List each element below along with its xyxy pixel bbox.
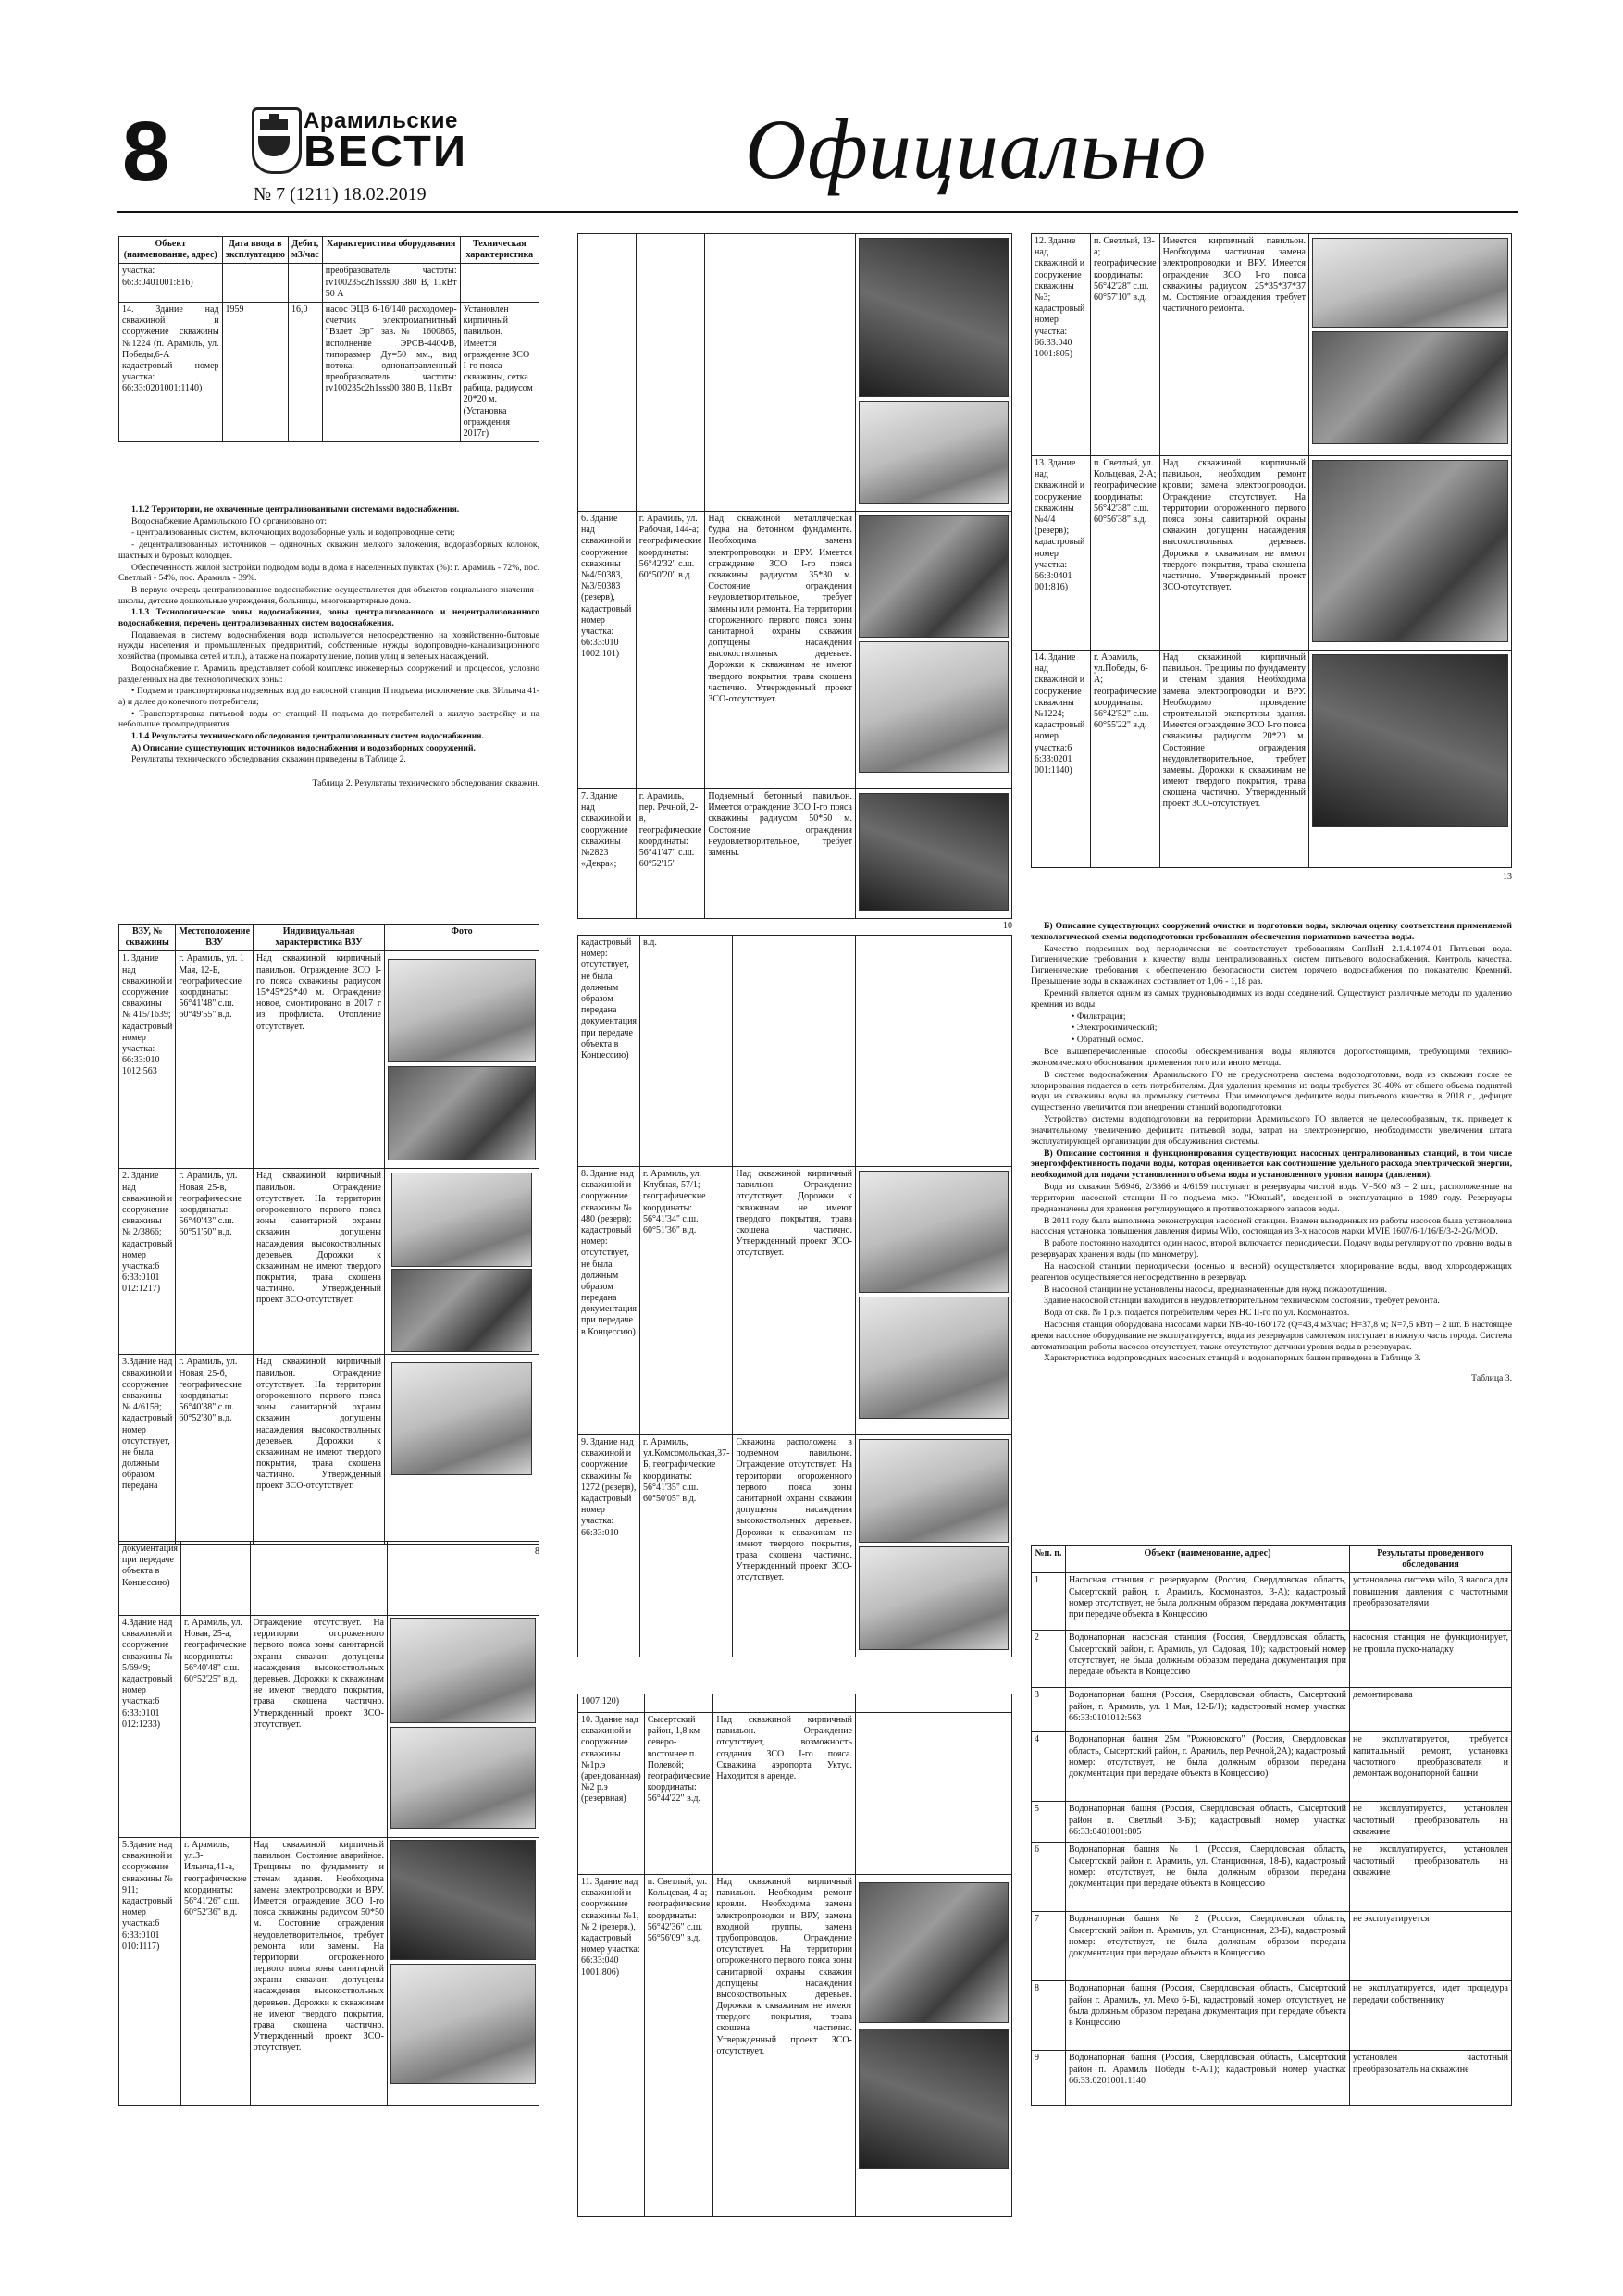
table-row	[1032, 1631, 1512, 1688]
t4-cell: 6. Здание над скважиной и сооружение скважины №4/50383, №3/50383 (резерв), кадастровый номер участка: 66:33:010 1002:101)	[578, 512, 637, 789]
t8-cell: 3	[1032, 1688, 1066, 1732]
t1-cell: 1959	[222, 302, 288, 441]
text1-para: • Подъем и транспортировка подземных вод до насосной станции II подъема (исключение скв. 3Ильича 41-а) и далее до конечного потребителя;	[118, 686, 539, 707]
t2-cell: 2. Здание над скважиной и сооружение скважины № 2/3866; кадастровый номер участка:6 6:33:0101 012:1217)	[119, 1169, 176, 1355]
t7-cell: Имеется кирпичный павильон. Необходима частичная замена электропроводки и ВРУ. Имеется ограждение ЗСО I-го пояса скважины радиусом 25*35*37*37 м. Состояние ограждения требует частичного ремонта.	[1159, 234, 1308, 456]
t6-cell: Над скважиной кирпичный павильон. Необходим ремонт кровли. Необходима замена электропроводки и ВРУ, замена входной группы, замена трубопроводов. Ограждение отсутствует. На территории огороженного первого пояса зоны санитарной охраны скважин допущены насаждения высокоствольных деревьев. Дорожки к скважинам не имеют твердого покрытия, трава скошена частично. Утвержденный проект ЗСО-отсутствует.	[713, 1875, 856, 2217]
table1	[118, 236, 539, 442]
table-row	[1032, 1802, 1512, 1843]
t1-cell: Установлен кирпичный павильон. Имеется ограждение ЗСО I-го пояса скважины, сетка рабица, радиусом 20*20 м. (Установка ограждения 2017г)	[460, 302, 539, 441]
t1-cell: насос ЭЦВ 6-16/140 расходомер-счетчик электромагнитный "Взлет Эр" зав.№ 1600865, исполнение ЭРСВ-440ФВ, типоразмер Ду=50 мм., вид потока: однонаправленный преобразователь частоты: rv100235c2h1sss00 380 В, 11кВт	[322, 302, 460, 441]
t5-cell: г. Арамиль, ул.Комсомольская,37-Б, географические координаты: 56°41'35" с.ш. 60°50'05" в.д.	[640, 1435, 733, 1657]
t8-cell: Водонапорная башня (Россия, Свердловская область, Сысертский район, г. Арамиль, ул. 1 Мая, 12-Б/1); кадастровый номер участка: 66:33:0101012:563	[1066, 1688, 1350, 1732]
table2	[118, 924, 539, 1545]
t8-head-2: Результаты проведенного обследования	[1350, 1546, 1512, 1573]
text1-block	[118, 504, 539, 790]
t7-cell: 14. Здание над скважиной и сооружение скважины №1224; кадастровый номер участка:6 6:33:0201 001:1140)	[1032, 651, 1091, 868]
text1-para: Обеспеченность жилой застройки подводом воды в дома в населенных пунктах (%): г. Арамиль - 72%, пос. Светлый - 54%, пос. Арамиль - 39%.	[118, 562, 539, 584]
table2-block	[118, 924, 539, 1558]
t1-head-4: Техническая характеристика	[460, 237, 539, 264]
table3-caption: Таблица 3.	[1471, 1373, 1512, 1384]
t6-cell: 11. Здание над скважиной и сооружение скважины №1, № 2 (резерв.), кадастровый номер участка: 66:33:040 1001:806)	[578, 1875, 645, 2217]
text2-para: В) Описание состояния и функционирования существующих насосных централизованных станций, в том числе энергоэффективность подачи воды, которая оценивается как соотношение удельного расхода электрической энергии, необходимой для подачи установленного объема воды и установленного уровня напора (давления).	[1031, 1148, 1512, 1181]
table-row	[578, 789, 1012, 919]
t2-cell: г. Арамиль, ул. Новая, 25-в, географические координаты: 56°40'43" с.ш. 60°51'50" в.д.	[176, 1169, 254, 1355]
table-row	[578, 234, 1012, 512]
t8-cell: не эксплуатируется, установлен частотный преобразователь на скважине	[1350, 1802, 1512, 1843]
well-photo	[859, 238, 1009, 397]
text1-para: Водоснабжение г. Арамиль представляет собой комплекс инженерных сооружений и процессов, условно разделенных на две технологических зоны:	[118, 663, 539, 685]
t1-cell: 16,0	[289, 302, 323, 441]
text2-para: Качество подземных вод периодически не соответствует требованиям СанПиН 2.1.4.1074-01 Питьевая вода. Гигиенические требования к качеству воды централизованных систем питьевого водоснабжения. Контроль качества. Гигиенические требования к обеспечению безопасности систем горячего водоснабжения по показателю Кремний. Превышение воды в скважинах составляет от 1,06 - 1,18 раз.	[1031, 943, 1512, 987]
well-photo	[859, 401, 1009, 504]
t1-cell	[289, 264, 323, 303]
table8	[1031, 1545, 1512, 2106]
table-row	[1032, 1573, 1512, 1631]
text2-para: В системе водоснабжения Арамильского ГО не предусмотрена система водоподготовки, вода из скважин после ее хлорирования подается в сеть потребителям. Для удаления кремния из воды требуется 30-40% от общего объема поднятой воды из скважины воды на промывку системы. При имеющемся дефиците воды питьевого качества в 2018 г., дефицит существенно увеличится при внедрении станций водоподготовки.	[1031, 1069, 1512, 1113]
t3-cell: документация при передаче объекта в Концессию)	[119, 1542, 181, 1616]
table-row	[1032, 651, 1512, 868]
page-label: 13	[1503, 872, 1512, 882]
t8-cell: 6	[1032, 1843, 1066, 1912]
t8-head-1: Объект (наименование, адрес)	[1066, 1546, 1350, 1573]
coat-of-arms-icon	[252, 107, 302, 174]
t1-head-1: Дата ввода в эксплуатацию	[222, 237, 288, 264]
text1-para: - централизованных систем, включающих водозаборные узлы и водопроводные сети;	[131, 527, 455, 539]
text2-para: Характеристика водопроводных насосных станций и водонапорных башен приведена в Таблице 3.	[1044, 1353, 1421, 1364]
well-photo	[1312, 331, 1508, 444]
t3-cell: Над скважиной кирпичный павильон. Состояние аварийное. Трещины по фундаменту и стенам здания. Необходима замена электропроводки и ВРУ. Имеется ограждение ЗСО I-го пояса скважины радиусом 50*50 м. Состояние ограждения неудовлетворительное, требует ремонта или замены. На территории огороженного первого пояса зоны санитарной охраны скважин допущены насаждения высокоствольных деревьев. Дорожки к скважинам не имеют твердого покрытия, трава скошена частично. Утвержденный проект ЗСО-отсутствует.	[250, 1838, 387, 2106]
table7	[1031, 233, 1512, 868]
table4	[577, 233, 1012, 919]
text1-para: Водоснабжение Арамильского ГО организовано от:	[131, 515, 328, 527]
well-photo	[859, 1439, 1009, 1543]
t8-cell: 5	[1032, 1802, 1066, 1843]
table6	[577, 1694, 1012, 2217]
t8-cell: установлена система wilo, 3 насоса для повышения давления с частотными преобразователями	[1350, 1573, 1512, 1631]
t8-cell: демонтирована	[1350, 1688, 1512, 1732]
text2-para: Вода из скважин 5/6946, 2/3866 и 4/6159 поступает в резервуары чистой воды V=500 м3 – 2 шт., расположенные на территории насосной станции II-го подъема мкр. "Южный", введенной в эксплуатацию в 1989 году. Резервуары предназначены для хранения регулирующего и противопожарного запасов воды.	[1031, 1182, 1512, 1214]
t7-cell: 13. Здание над скважиной и сооружение скважины №4/4 (резерв); кадастровый номер участка: 66:3:0401 001:816)	[1032, 456, 1091, 651]
well-photo	[390, 1840, 536, 1960]
table2-caption: Таблица 2. Результаты технического обследования скважин.	[312, 778, 539, 789]
t7-cell: 12. Здание над скважиной и сооружение скважины №3; кадастровый номер участка: 66:33:040 1001:805)	[1032, 234, 1091, 456]
t3-cell: 4.Здание над скважиной и сооружение скважины № 5/6949; кадастровый номер участка:6 6:33:0101 012:1233)	[119, 1616, 181, 1838]
text2-para: • Электрохимический;	[1072, 1023, 1158, 1034]
table-row	[578, 512, 1012, 789]
well-photo	[859, 1297, 1009, 1419]
t8-head-0: №п. п.	[1032, 1546, 1066, 1573]
page-label: 8	[535, 1546, 539, 1558]
t4-cell	[705, 234, 856, 512]
text1-para: Подаваемая в систему водоснабжения вода используется непосредственно на хозяйственно-бытовые нужды населения и промышленных предприятий, собственные нужды водопроводно-канализационного хозяйства (промывка сетей и т.п.), а также на пожаротушение, полив улиц и зеленых насаждений.	[118, 629, 539, 663]
well-photo	[859, 641, 1009, 773]
t5-cell: кадастровый номер: отсутствует, не была должным образом передана документация при передаче объекта в Концессию)	[578, 936, 640, 1167]
table-row	[1032, 456, 1512, 651]
t3-photo-cell	[388, 1838, 539, 2106]
table-row	[578, 1167, 1012, 1435]
text2-para: Все вышеперечисленные способы обескремнивания воды являются дорогостоящими, требующими технико-экономического обоснования применения того или иного метода.	[1031, 1047, 1512, 1068]
t5-cell: Над скважиной кирпичный павильон. Ограждение отсутствует. Дорожки к скважинам не имеют твердого покрытия, трава скошена частично. Утвержденный проект ЗСО-отсутствует.	[733, 1167, 856, 1435]
table-row	[119, 264, 539, 303]
t1-cell: 14. Здание над скважиной и сооружение скважины №1224 (п. Арамиль, ул. Победы,6-А кадастровый номер участка: 66:33:0201001:1140)	[119, 302, 223, 441]
t4-cell: 7. Здание над скважиной и сооружение скважины №2823 «Декра»;	[578, 789, 637, 919]
brand-main: ВЕСТИ	[304, 127, 468, 175]
t4-cell: г. Арамиль, пер. Речной, 2-в, географические координаты: 56°41'47" с.ш. 60°52'15"	[636, 789, 705, 919]
t8-cell: 9	[1032, 2051, 1066, 2106]
table-row	[1032, 1732, 1512, 1802]
text2-para: • Фильтрация;	[1072, 1011, 1126, 1022]
t7-cell: г. Арамиль, ул.Победы, 6-А; географические координаты: 56°42'52" с.ш. 60°55'22" в.д.	[1091, 651, 1160, 868]
t8-cell: не эксплуатируется, идет процедура передачи собственнику	[1350, 1981, 1512, 2051]
well-photo	[1312, 238, 1508, 328]
t7-photo-cell	[1309, 234, 1512, 456]
t3-cell: г. Арамиль, ул.З-Ильича,41-а, географические координаты: 56°41'26" с.ш. 60°52'36" в.д.	[181, 1838, 251, 2106]
table-row	[578, 1713, 1012, 1875]
well-photo	[859, 1546, 1009, 1650]
text1-para: В первую очередь централизованное водоснабжение осуществляется для объектов социального значения - школы, детские дошкольные учреждения, больницы, многоквартирные дома.	[118, 584, 539, 606]
t4-cell	[636, 234, 705, 512]
t2-cell: 3.Здание над скважиной и сооружение скважины № 4/6159; кадастровый номер отсутствует, не была должным образом передана	[119, 1355, 176, 1545]
well-photo	[1312, 460, 1508, 642]
t4-cell	[578, 234, 637, 512]
t2-cell: г. Арамиль, ул. 1 Мая, 12-Б, географические координаты: 56°41'48" с.ш. 60°49'55" в.д.	[176, 951, 254, 1169]
t2-cell: Над скважиной кирпичный павильон. Ограждение отсутствует. На территории огороженного первого пояса зоны санитарной охраны скважин допущены насаждения высокоствольных деревьев. Дорожки к скважинам не имеют твердого покрытия, трава скошена частично. Утвержденный проект ЗСО-отсутствует.	[254, 1169, 385, 1355]
t6-cell: Сысертский район, 1,8 км северо-восточнее п. Полевой; географические координаты: 56°44'22" в.д.	[644, 1713, 713, 1875]
t8-cell: не эксплуатируется, установлен частотный преобразователь на скважине	[1350, 1843, 1512, 1912]
table-row	[119, 1616, 539, 1838]
table3	[118, 1541, 539, 2106]
t8-cell: насосная станция не функционирует, не прошла пуско-наладку	[1350, 1631, 1512, 1688]
t5-cell: 8. Здание над скважиной и сооружение скважины № 480 (резерв); кадастровый номер: отсутствует, не была должным образом передана документация при передаче в Концессию)	[578, 1167, 640, 1435]
table1-block	[118, 236, 539, 442]
text2-para: Здание насосной станции находится в неудовлетворительном техническом состоянии, требует ремонта.	[1044, 1296, 1440, 1307]
t8-cell: Водонапорная башня (Россия, Свердловская область, Сысертский район г. Арамиль, ул. Мехо 6-Б), кадастровый номер: отсутствует, не была должным образом передана документация при передаче объекта в Концессию	[1066, 1981, 1350, 2051]
t2-head-3: Фото	[385, 925, 539, 951]
text2-para: Б) Описание существующих сооружений очистки и подготовки воды, включая оценку соответствия применяемой технологической схемы водоподготовки требованиям обеспечения нормативов качества воды.	[1031, 921, 1512, 942]
t2-head-0: ВЗУ, № скважины	[119, 925, 176, 951]
table-row	[578, 1875, 1012, 2217]
table-row	[578, 936, 1012, 1167]
t3-cell	[181, 1542, 251, 1616]
t5-cell	[856, 936, 1012, 1167]
t6-cell	[644, 1694, 713, 1713]
well-photo	[859, 1882, 1009, 2023]
t8-cell: Водонапорная башня № 2 (Россия, Свердловская область, Сысертский район п. Арамиль, ул. Станционная, 23-Б), кадастровый номер: отсутствует, не была должным образом передана документация при передаче объекта в Концессию	[1066, 1912, 1350, 1981]
table6-block	[577, 1694, 1012, 2217]
well-photo	[388, 1066, 536, 1160]
t8-cell: Водонапорная башня 25м "Рожновского" (Россия, Свердловская область, Сысертский район, г. Арамиль, пер Речной,2А); кадастровый номер: отсутствует, не была должным образом передана документация при передаче объекта в Концессию)	[1066, 1732, 1350, 1802]
t1-cell	[460, 264, 539, 303]
t4-cell: г. Арамиль, ул. Рабочая, 144-а; географические координаты: 56°42'32" с.ш. 60°50'20" в.д.	[636, 512, 705, 789]
t8-cell: Водонапорная башня (Россия, Свердловская область, Сысертский район п. Арамиль Победы 6-А/1); кадастровый номер участка: 66:33:0201001:1140	[1066, 2051, 1350, 2106]
t3-cell: 5.Здание над скважиной и сооружение скважины № 911; кадастровый номер участка:6 6:33:0101 010:1117)	[119, 1838, 181, 2106]
well-photo	[859, 1171, 1009, 1293]
table-row	[119, 302, 539, 441]
t3-cell: г. Арамиль, ул. Новая, 25-а; географические координаты: 56°40'48" с.ш. 60°52'25" в.д.	[181, 1616, 251, 1838]
well-photo	[1312, 654, 1508, 827]
table-row	[119, 1355, 539, 1545]
t2-head-1: Местоположение ВЗУ	[176, 925, 254, 951]
t4-photo-cell	[856, 512, 1012, 789]
text2-para: Вода от скв. № 1 р.э. подается потребителям через НС II-го по ул. Космонавтов.	[1044, 1308, 1350, 1319]
table5	[577, 935, 1012, 1657]
table-row	[1032, 2051, 1512, 2106]
t8-cell: 7	[1032, 1912, 1066, 1981]
t5-photo-cell	[856, 1167, 1012, 1435]
t5-cell: 9. Здание над скважиной и сооружение скважины № 1272 (резерв), кадастровый номер участка: 66:33:010	[578, 1435, 640, 1657]
table8-block	[1031, 1545, 1512, 2106]
text1-para: • Транспортировка питьевой воды от станций II подъема до потребителей в жилую застройку и на небольшие промпредприятия.	[118, 708, 539, 730]
t6-cell: п. Светлый, ул. Кольцевая, 4-а; географические координаты: 56°42'36" с.ш. 56°56'09" в.д.	[644, 1875, 713, 2217]
text1-para: - децентрализованных источников – одиночных скважин мелкого заложения, водоразборных колонок, шахтных и буровых колодцев.	[118, 540, 539, 561]
well-photo	[391, 1269, 532, 1352]
t5-photo-cell	[856, 1435, 1012, 1657]
t8-cell: Водонапорная башня (Россия, Свердловская область, Сысертский район п. Светлый 3-Б); кадастровый номер участка: 66:33:0401001:805	[1066, 1802, 1350, 1843]
t4-cell: Над скважиной металлическая будка на бетонном фундаменте. Необходима замена электропроводки и ВРУ. Имеется ограждение ЗСО I-го пояса скважины радиусом 35*30 м. Состояние ограждения неудовлетворительное, требует замены или ремонта. На территории огороженного первого пояса зоны санитарной охраны скважин допущены насаждения высокоствольных деревьев. Дорожки к скважинам не имеют твердого покрытия, трава скошена частично. Утвержденный проект ЗСО-отсутствует.	[705, 512, 856, 789]
table-row	[119, 951, 539, 1169]
table4-block	[577, 233, 1012, 932]
table-row	[1032, 1688, 1512, 1732]
t8-cell: 1	[1032, 1573, 1066, 1631]
text1-para: А) Описание существующих источников водоснабжения и водозаборных сооружений.	[131, 742, 476, 753]
text2-para: На насосной станции периодически (осенью и весной) осуществляется хлорирование воды, ввод хлорсодержащих реагентов осуществляется непосредственно в резервуар.	[1031, 1260, 1512, 1283]
t2-cell: г. Арамиль, ул. Новая, 25-б, географические координаты: 56°40'38" с.ш. 60°52'30" в.д.	[176, 1355, 254, 1545]
table-row	[119, 1838, 539, 2106]
section-title: Официально	[745, 102, 1208, 196]
t5-cell: г. Арамиль, ул. Клубная, 57/1; географические координаты: 56°41'34" с.ш. 60°51'36" в.д.	[640, 1167, 733, 1435]
t4-photo-cell	[856, 789, 1012, 919]
t6-cell: 1007:120)	[578, 1694, 645, 1713]
t2-photo-cell	[385, 1355, 539, 1545]
table-row	[578, 1694, 1012, 1713]
t3-cell: Ограждение отсутствует. На территории огороженного первого пояса зоны санитарной охраны скважин допущены насаждения высокоствольных деревьев. Дорожки к скважинам не имеют твердого покрытия, трава скошена частично. Утвержденный проект ЗСО-отсутствует.	[250, 1616, 387, 1838]
issue-info: № 7 (1211) 18.02.2019	[254, 184, 427, 205]
t7-cell: п. Светлый, ул. Кольцевая, 2-А; географические координаты: 56°42'38" с.ш. 60°56'38" в.д.	[1091, 456, 1160, 651]
well-photo	[859, 2029, 1009, 2169]
t8-cell: установлен частотный преобразователь на скважине	[1350, 2051, 1512, 2106]
t7-photo-cell	[1309, 651, 1512, 868]
t1-head-3: Характеристика оборудования	[322, 237, 460, 264]
well-photo	[388, 959, 536, 1062]
t2-photo-cell	[385, 1169, 539, 1355]
page-label: 10	[1003, 921, 1012, 931]
well-photo	[390, 1618, 536, 1723]
t3-cell	[250, 1542, 387, 1616]
t4-cell: Подземный бетонный павильон. Имеется ограждение ЗСО I-го пояса скважины радиусом 50*50 м. Состояние ограждения неудовлетворительное, требует замены.	[705, 789, 856, 919]
t1-head-2: Дебит, м3/час	[289, 237, 323, 264]
t6-cell	[713, 1694, 856, 1713]
text1-para: Результаты технического обследования скважин приведены в Таблице 2.	[131, 754, 406, 765]
well-photo	[391, 1173, 532, 1267]
t6-cell	[856, 1713, 1012, 1875]
t5-cell: Скважина расположена в подземном павильоне. Ограждение отсутствует. На территории огороженного первого пояса зоны санитарной охраны скважин допущены насаждения высокоствольных деревьев. Дорожки к скважинам не имеют твердого покрытия, трава скошена частично. Утвержденный проект ЗСО-отсутствует.	[733, 1435, 856, 1657]
text2-block	[1031, 921, 1512, 1385]
t6-cell: Над скважиной кирпичный павильон. Ограждение отсутствует, возможность создания ЗСО I-го пояса. Скважина аэропорта Уктус. Находится в аренде.	[713, 1713, 856, 1875]
table7-block	[1031, 233, 1512, 883]
t8-cell: 8	[1032, 1981, 1066, 2051]
header-rule	[117, 211, 1518, 213]
t1-cell: участка: 66:3:0401001:816)	[119, 264, 223, 303]
t8-cell: Водонапорная насосная станция (Россия, Свердловская область, Сысертский район, г. Арамиль, ул. Садовая, 10); кадастровый номер отсутствует, не была должным образом передана документация при передаче объекта в Концессию	[1066, 1631, 1350, 1688]
t6-cell: 10. Здание над скважиной и сооружение скважины №1р.э (арендованная) №2 р.э (резервная)	[578, 1713, 645, 1875]
t7-cell: п. Светлый, 13-а; географические координаты: 56°42'28" с.ш. 60°57'10" в.д.	[1091, 234, 1160, 456]
table-row	[119, 1542, 539, 1616]
table5-block	[577, 935, 1012, 1657]
t5-cell: в.д.	[640, 936, 733, 1167]
t2-photo-cell	[385, 951, 539, 1169]
text2-para: В 2011 году была выполнена реконструкция насосной станции. Взамен выведенных из работы насосов была установлена насосная установка повышения давления фирмы Wilo, состоящая из 3-х насосов марки MVIE 1607/6-1/16/E/3-2-2G/MOD.	[1031, 1215, 1512, 1237]
well-photo	[859, 515, 1009, 638]
t4-photo-cell	[856, 234, 1012, 512]
text1-para: 1.1.3 Технологические зоны водоснабжения, зоны централизованного и нецентрализованного водоснабжения, перечень централизованных систем водоснабжения.	[118, 607, 539, 629]
table3-block	[118, 1541, 539, 2106]
t1-cell	[222, 264, 288, 303]
table-row	[119, 1169, 539, 1355]
t2-head-2: Индивидуальная характеристика ВЗУ	[254, 925, 385, 951]
t7-cell: Над скважиной кирпичный павильон, необходим ремонт кровли; замена электропроводки. Ограждение отсутствует. На территории огороженного первого пояса зоны санитарной охраны скважин допущены насаждения высокоствольных деревьев. Дорожки к скважинам не имеют твердого покрытия, трава скошена частично. Утвержденный проект ЗСО-отсутствует.	[1159, 456, 1308, 651]
text2-para: Устройство системы водоподготовки на территории Арамильского ГО является не целесообразным, т.к. приведет к значительному увеличению дефицита питьевой воды, затрат на электроэнергию, необходимости увеличения штата эксплуатирующей организации для обслуживания системы.	[1031, 1114, 1512, 1147]
text1-para: 1.1.4 Результаты технического обследования централизованных систем водоснабжения.	[131, 731, 484, 742]
table-row	[578, 1435, 1012, 1657]
text2-para: Насосная станция оборудована насосами марки NB-40-160/172 (Q=43,4 м3/час; H=37,8 м; N=7,5 кВт) – 2 шт. В настоящее время насосное оборудование не эксплуатируется, вода из резервуаров самотеком поступает в южную часть города. Система автоматизации работы насосов отсутствует, также отсутствуют датчики уровня воды в резервуарах.	[1031, 1319, 1512, 1352]
brand-top: Арамильские	[304, 108, 458, 133]
t8-cell: 4	[1032, 1732, 1066, 1802]
well-photo	[391, 1362, 532, 1475]
text2-para: В работе постоянно находится один насос, второй включается периодически. Подачу воды регулируют по уровню воды в резервуарах хранения воды (по манометру).	[1031, 1238, 1512, 1260]
t2-cell: Над скважиной кирпичный павильон. Ограждение ЗСО I-го пояса скважины радиусом 15*45*25*40 м. Ограждение новое, смонтировано в 2017 г из профлиста. Отопление отсутствует.	[254, 951, 385, 1169]
text2-para: Кремний является одним из самых трудновыводимых из воды соединений. Существуют различные методы по удалению кремния из воды:	[1031, 987, 1512, 1010]
text2-para: В насосной станции не установлены насосы, предназначенные для нужд пожаротушения.	[1044, 1284, 1387, 1295]
table-row	[1032, 234, 1512, 456]
well-photo	[390, 1964, 536, 2084]
t8-cell: 2	[1032, 1631, 1066, 1688]
t8-cell: Насосная станция с резервуаром (Россия, Свердловская область, Сысертский район, г. Арамиль, Космонавтов, 3-А); кадастровый номер отсутствует, не была должным образом передана документация при передаче объекта в Концессию	[1066, 1573, 1350, 1631]
well-photo	[390, 1727, 536, 1829]
t8-cell: не эксплуатируется, требуется капитальный ремонт, установка частотного преобразователя и демонтаж водонапорной башни	[1350, 1732, 1512, 1802]
t3-photo-cell	[388, 1616, 539, 1838]
page-number: 8	[122, 105, 170, 199]
text2-para: • Обратный осмос.	[1072, 1035, 1144, 1046]
t2-cell: 1. Здание над скважиной и сооружение скважины № 415/1639; кадастровый номер участка: 66:33:010 1012:563	[119, 951, 176, 1169]
table-row	[1032, 1981, 1512, 2051]
t2-cell: Над скважиной кирпичный павильон. Ограждение отсутствует. На территории огороженного первого пояса зоны санитарной охраны скважин допущены насаждения высокоствольных деревьев. Дорожки к скважинам не имеют твердого покрытия, трава скошена частично. Утвержденный проект ЗСО-отсутствует.	[254, 1355, 385, 1545]
t8-cell: Водонапорная башня № 1 (Россия, Свердловская область, Сысертский район г. Арамиль, ул. Станционная, 18-Б), кадастровый номер: отсутствует, не была должным образом передана документация при передаче объекта в Концессию	[1066, 1843, 1350, 1912]
t1-head-0: Объект (наименование, адрес)	[119, 237, 223, 264]
text1-para: 1.1.2 Территории, не охваченные централизованными системами водоснабжения.	[131, 504, 460, 515]
table-row	[1032, 1912, 1512, 1981]
t6-cell	[856, 1694, 1012, 1713]
t7-cell: Над скважиной кирпичный павильон. Трещины по фундаменту и стенам здания. Необходима замена электропроводки и ВРУ. Необходимо проведение строительной экспертизы здания. Имеется ограждение ЗСО I-го пояса скважины радиусом 20*20 м. Состояние ограждения неудовлетворительное, требует замены. Дорожки к скважинам не имеют твердого покрытия, трава скошена частично. Утвержденный проект ЗСО-отсутствует.	[1159, 651, 1308, 868]
t5-cell	[733, 936, 856, 1167]
t1-cell: преобразователь частоты: rv100235c2h1sss00 380 В, 11кВт 50 А	[322, 264, 460, 303]
newspaper-logo	[252, 107, 483, 181]
t6-photo-cell	[856, 1875, 1012, 2217]
well-photo	[859, 793, 1009, 911]
t3-cell	[388, 1542, 539, 1616]
t8-cell: не эксплуатируется	[1350, 1912, 1512, 1981]
table-row	[1032, 1843, 1512, 1912]
t7-photo-cell	[1309, 456, 1512, 651]
